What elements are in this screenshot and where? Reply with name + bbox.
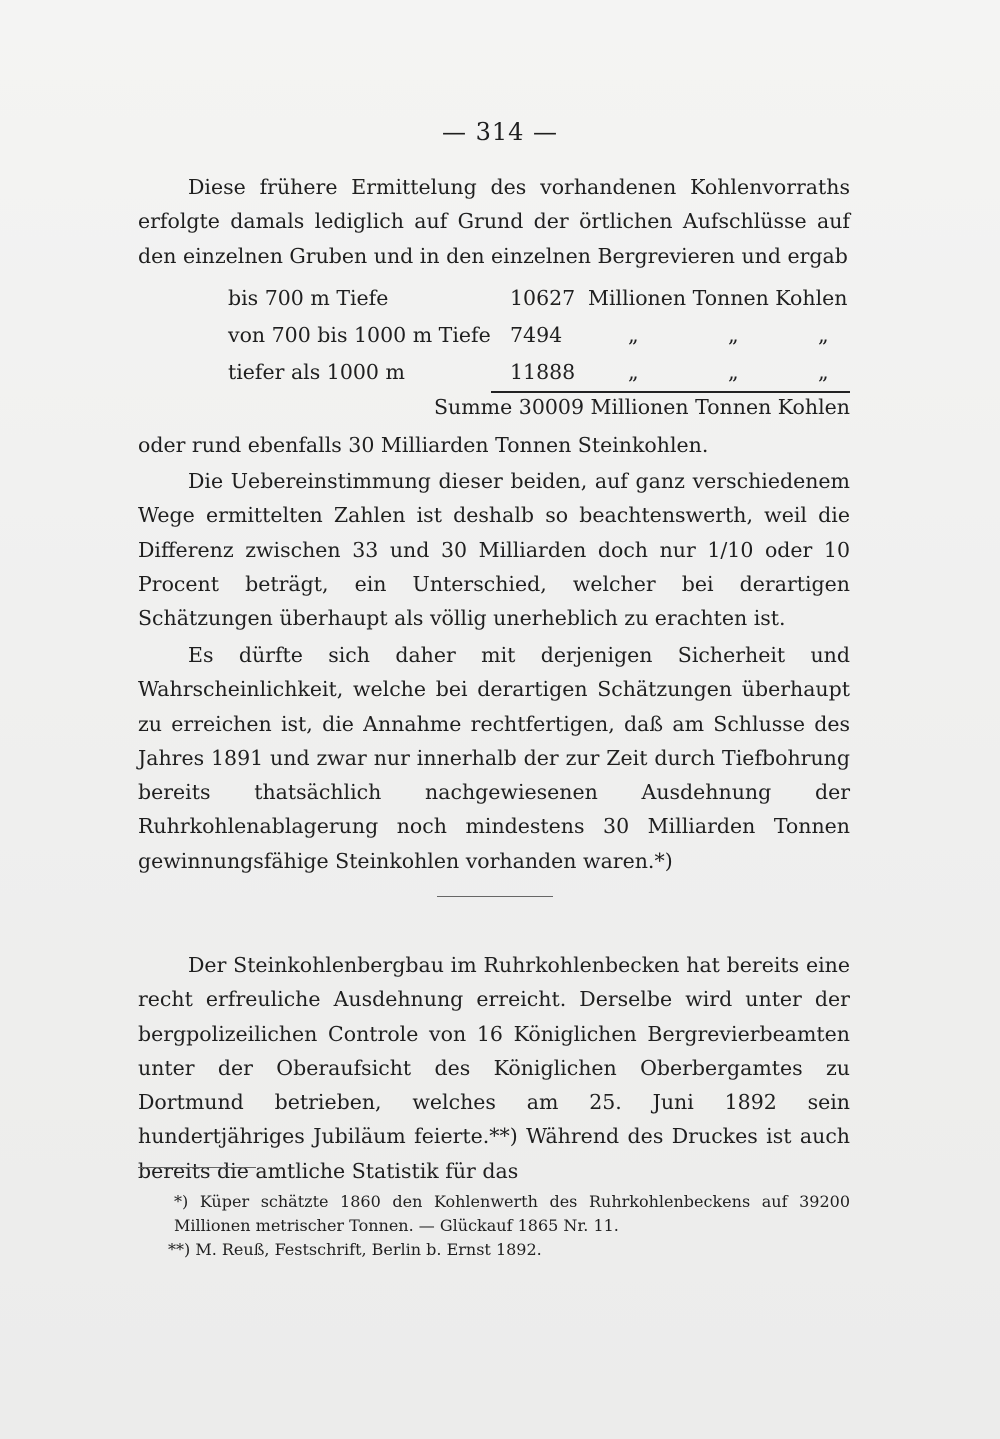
row-3-label: tiefer als 1000 m xyxy=(228,360,405,384)
row-2-ditto-1: „ xyxy=(628,323,639,347)
footnote-rule xyxy=(138,1167,256,1168)
row-1-unit: Millionen Tonnen Kohlen xyxy=(588,286,848,310)
row-3-ditto-2: „ xyxy=(728,360,739,384)
footnotes xyxy=(138,1190,850,1262)
row-3-ditto-1: „ xyxy=(628,360,639,384)
footnote-1: *) Küper schätzte 1860 den Kohlenwerth des Ruhrkohlenbeckens auf 39200 Millionen metrischer Tonnen. — Glückauf 1865 Nr. 11. xyxy=(174,1192,850,1235)
sum-rule xyxy=(491,391,850,393)
paragraph-conclusion: Es dürfte sich daher mit derjenigen Sicherheit und Wahrscheinlichkeit, welche bei derartigen Schätzungen überhaupt zu erreichen ist, die Annahme rechtfertigen, daß am Schlusse des Jahres 1891 und zwar nur innerhalb der zur Zeit durch Tiefbohrung bereits thatsächlich nachgewiesenen Ausdehnung der Ruhrkohlenablagerung noch mindestens 30 Milliarden Tonnen gewinnungsfähige Steinkohlen vorhanden waren.*) xyxy=(138,643,850,873)
agreement-block xyxy=(138,464,850,635)
paragraph-agreement: Die Uebereinstimmung dieser beiden, auf ganz verschiedenem Wege ermittelten Zahlen ist deshalb so beachtenswerth, weil die Differenz zwischen 33 und 30 Milliarden doch nur 1/10 oder 10 Procent beträgt, ein Unterschied, welcher bei derartigen Schätzungen überhaupt als völlig unerheblich zu erachten ist. xyxy=(138,469,850,631)
paragraph-after-sum: oder rund ebenfalls 30 Milliarden Tonnen Steinkohlen. xyxy=(138,433,709,457)
section-separator xyxy=(437,896,553,897)
coal-reserve-table xyxy=(228,286,850,397)
after-sum-block xyxy=(138,428,850,462)
table-row-2 xyxy=(228,323,850,360)
row-2-ditto-2: „ xyxy=(728,323,739,347)
row-2-value: 7494 xyxy=(510,323,563,347)
sum-line: Summe 30009 Millionen Tonnen Kohlen xyxy=(434,395,850,419)
page-number: — 314 — xyxy=(441,118,559,146)
row-1-label: bis 700 m Tiefe xyxy=(228,286,389,310)
paragraph-mining: Der Steinkohlenbergbau im Ruhrkohlenbecken hat bereits eine recht erfreuliche Ausdehnung erreicht. Derselbe wird unter der bergpolizeilichen Controle von 16 Königlichen Bergrevierbeamten unter der Oberaufsicht des Königlichen Oberbergamtes zu Dortmund betrieben, welches am 25. Juni 1892 sein hundertjähriges Jubiläum feierte.**) Während des Druckes ist auch bereits die amtliche Statistik für das xyxy=(138,953,850,1183)
table-row-1 xyxy=(228,286,850,323)
row-1-value: 10627 xyxy=(510,286,576,310)
row-2-label: von 700 bis 1000 m Tiefe xyxy=(228,323,491,347)
conclusion-block xyxy=(138,638,850,878)
paragraph-intro-block xyxy=(138,170,850,273)
footnote-2: **) M. Reuß, Festschrift, Berlin b. Ernst 1892. xyxy=(168,1240,542,1259)
row-3-ditto-3: „ xyxy=(818,360,829,384)
paragraph-intro: Diese frühere Ermittelung des vorhandenen Kohlenvorraths erfolgte damals lediglich auf Grund der örtlichen Aufschlüsse auf den einzelnen Gruben und in den einzelnen Bergrevieren und ergab xyxy=(138,175,850,268)
row-2-ditto-3: „ xyxy=(818,323,829,347)
mining-block xyxy=(138,948,850,1188)
row-3-value: 11888 xyxy=(510,360,576,384)
